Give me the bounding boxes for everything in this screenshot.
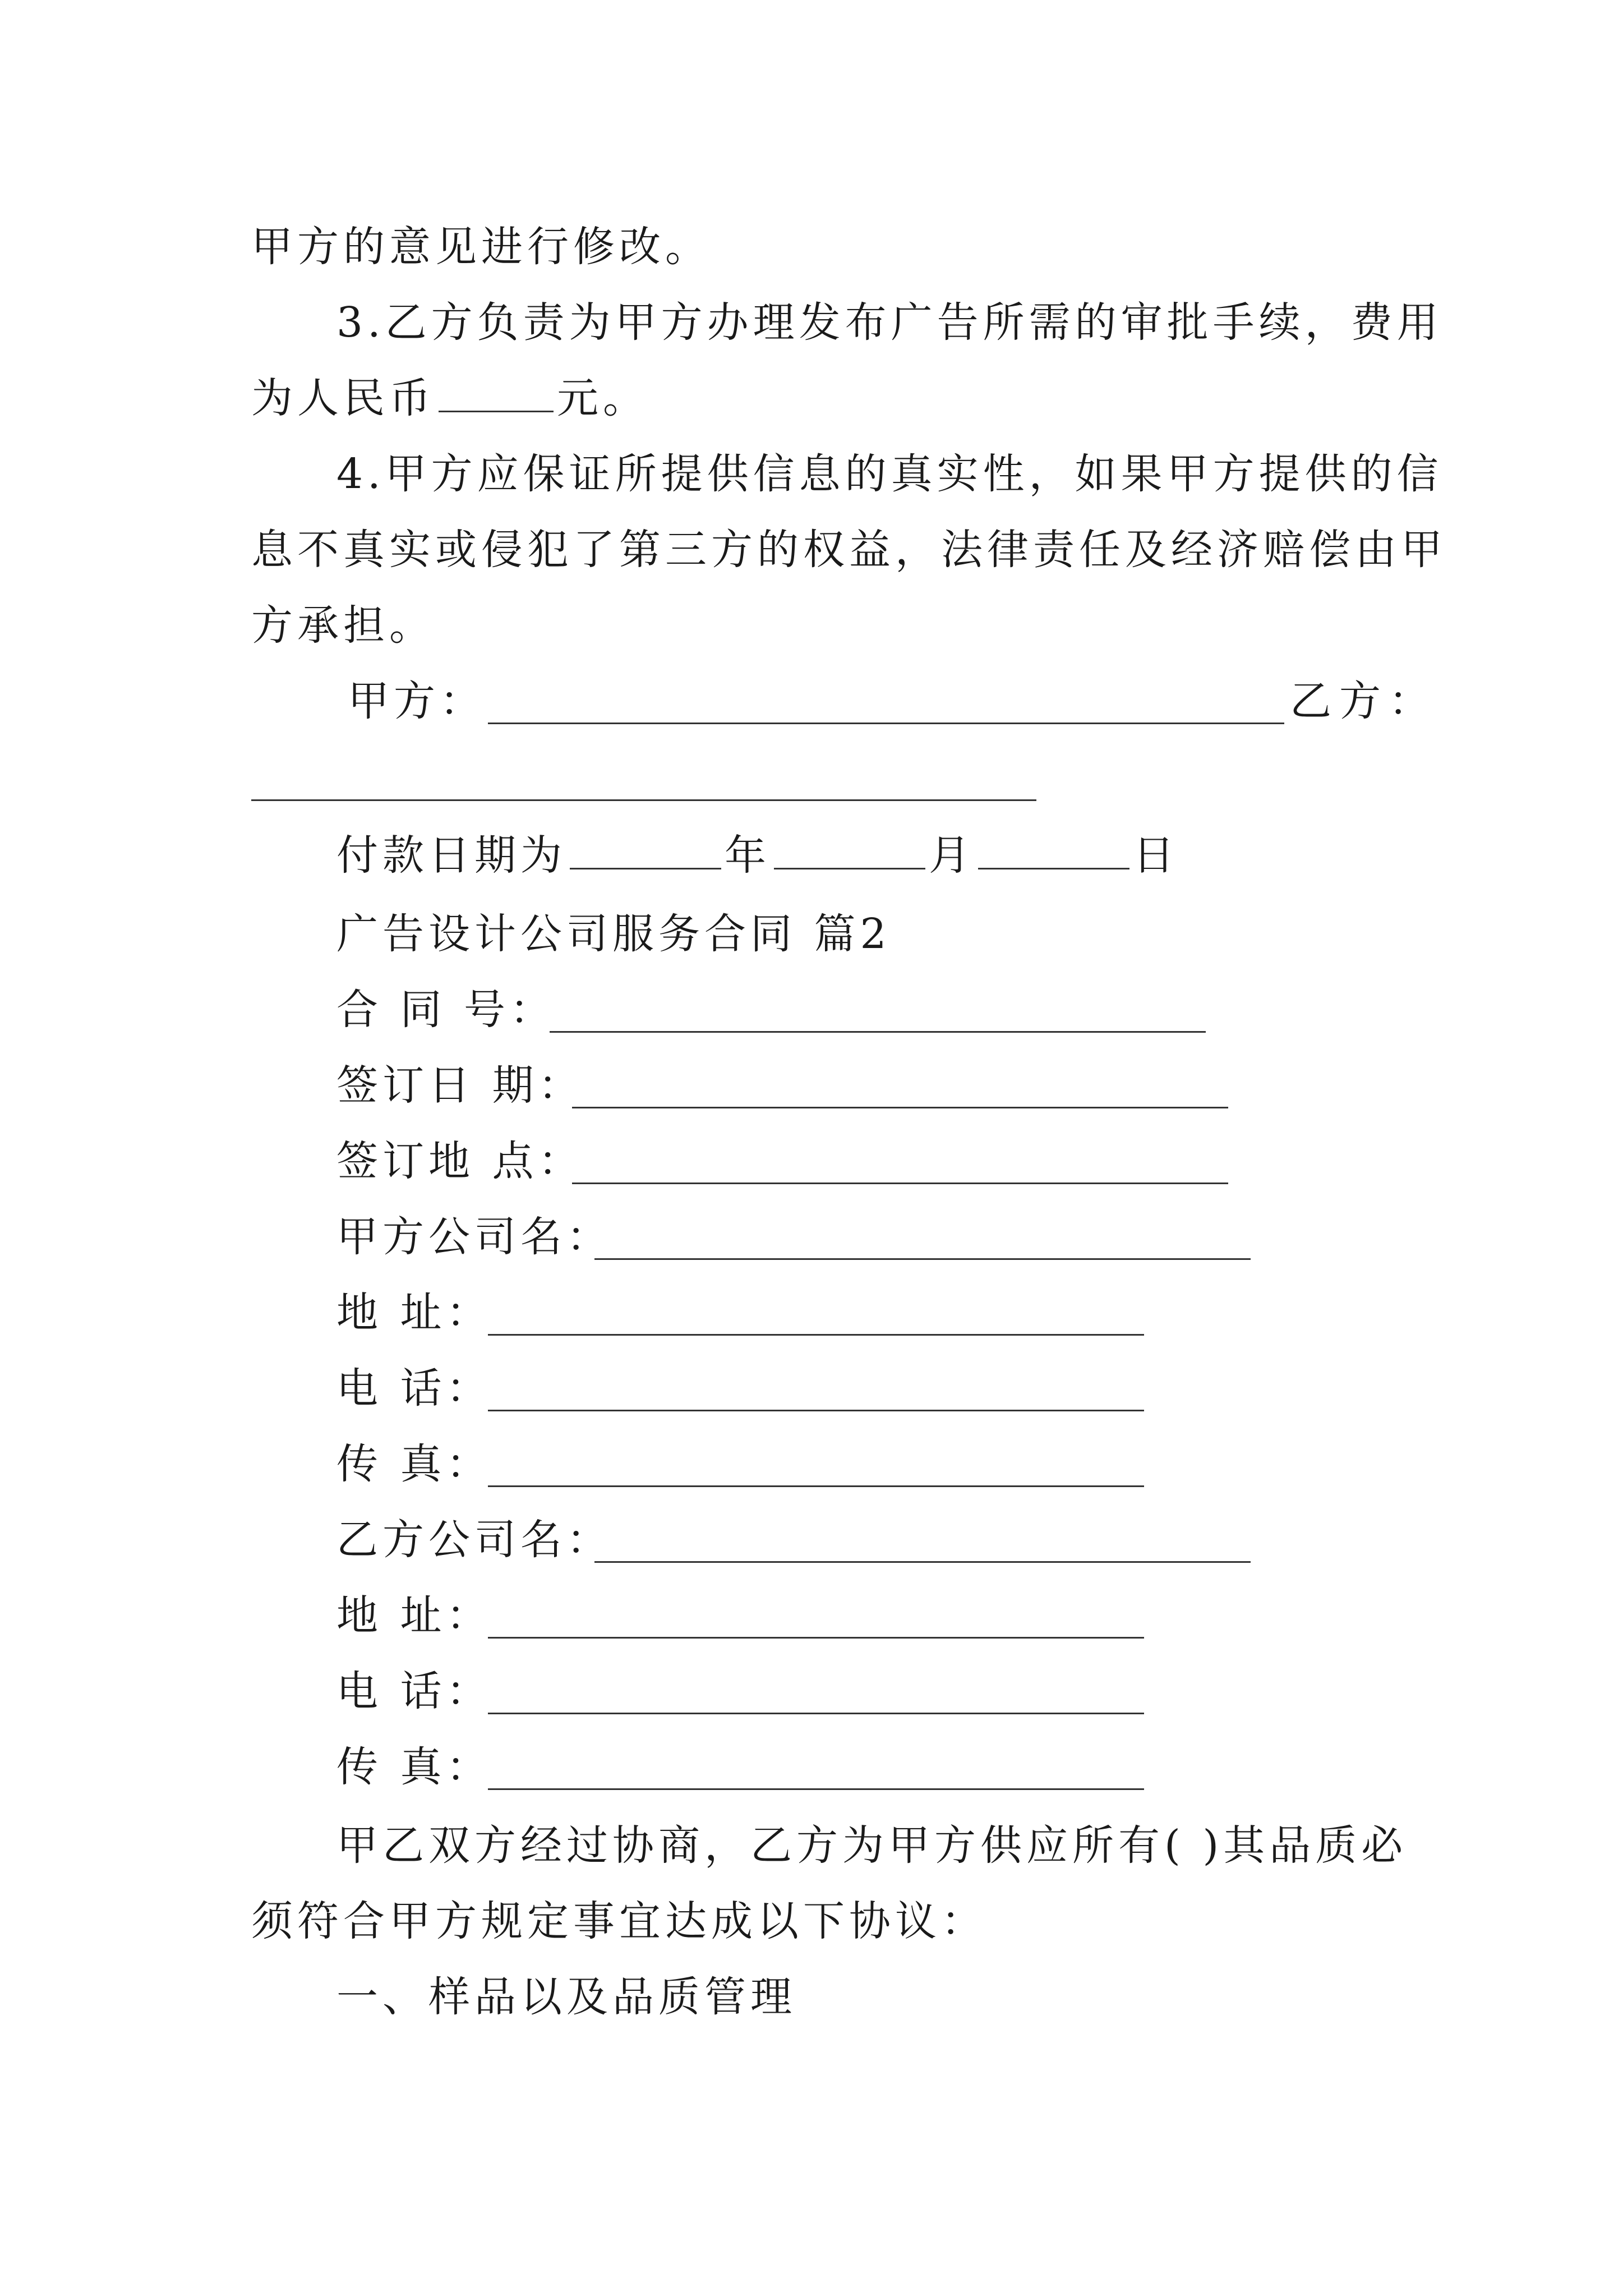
text-segment: 日 <box>1133 831 1179 880</box>
sign-place-field[interactable] <box>572 1182 1228 1184</box>
b-company-field[interactable] <box>594 1561 1251 1563</box>
party-a-signature-line[interactable] <box>488 723 1284 724</box>
a-phone-field[interactable] <box>488 1410 1144 1411</box>
b-fax-field[interactable] <box>488 1788 1144 1790</box>
b-address-field[interactable] <box>488 1637 1144 1639</box>
month-blank[interactable] <box>774 868 925 869</box>
party-b-signature-line[interactable] <box>251 799 1036 801</box>
contract-no-field[interactable] <box>550 1031 1206 1033</box>
paragraph-line: 甲乙双方经过协商，乙方为甲方供应所有( )其品质必 <box>336 1821 1408 1870</box>
text-segment: 月 <box>929 831 975 880</box>
paragraph-line: 4.甲方应保证所提供信息的真实性，如果甲方提供的信 <box>336 450 1443 498</box>
paragraph-line: 须符合甲方规定事宜达成以下协议： <box>251 1897 987 1945</box>
clause-heading: 一、样品以及品质管理 <box>336 1973 796 2021</box>
a-fax-label: 传 真： <box>336 1440 492 1488</box>
blank-underline[interactable] <box>439 411 554 412</box>
sign-place-label: 签订地 点： <box>336 1137 584 1185</box>
section-title: 广告设计公司服务合同 篇2 <box>336 910 891 958</box>
b-address-label: 地 址： <box>336 1591 492 1640</box>
party-a-label: 甲方： <box>348 677 486 725</box>
contract-no-label: 合 同 号： <box>336 986 556 1034</box>
paragraph-line: 甲方的意见进行修改。 <box>251 223 711 271</box>
paragraph-line: 3.乙方负责为甲方办理发布广告所需的审批手续，费用 <box>336 298 1443 347</box>
a-company-field[interactable] <box>594 1258 1251 1260</box>
a-address-field[interactable] <box>488 1334 1144 1336</box>
paragraph-line: 息不真实或侵犯了第三方的权益，法律责任及经济赔偿由甲 <box>251 526 1447 574</box>
a-fax-field[interactable] <box>488 1485 1144 1487</box>
text-segment: 付款日期为 <box>336 831 566 880</box>
payment-date-line <box>336 827 1481 884</box>
sign-date-field[interactable] <box>572 1107 1228 1108</box>
paragraph-line <box>251 370 1395 426</box>
a-company-label: 甲方公司名： <box>336 1213 612 1261</box>
text-segment: 元。 <box>557 374 649 422</box>
party-b-label: 乙方： <box>1290 677 1438 725</box>
b-phone-label: 电 话： <box>336 1667 492 1715</box>
b-company-label: 乙方公司名： <box>336 1516 612 1564</box>
b-phone-field[interactable] <box>488 1713 1144 1714</box>
text-segment: 年 <box>725 831 771 880</box>
b-fax-label: 传 真： <box>336 1743 492 1791</box>
day-blank[interactable] <box>978 868 1129 869</box>
a-phone-label: 电 话： <box>336 1364 492 1412</box>
a-address-label: 地 址： <box>336 1289 492 1337</box>
year-blank[interactable] <box>570 868 721 869</box>
paragraph-line: 方承担。 <box>251 601 435 650</box>
text-segment: 为人民币 <box>251 374 435 422</box>
sign-date-label: 签订日 期： <box>336 1061 584 1110</box>
